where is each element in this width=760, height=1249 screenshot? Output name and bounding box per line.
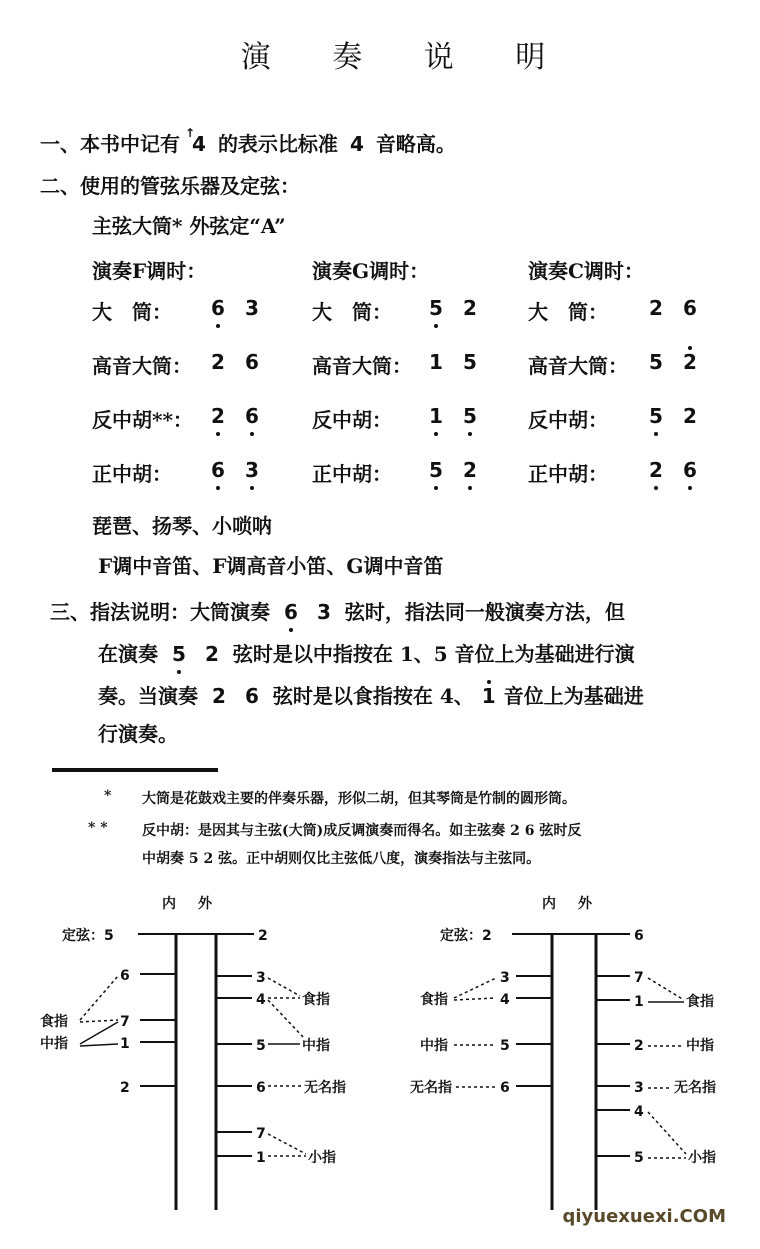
row2-g-values: 1 5 <box>429 350 477 374</box>
left-fingering-diagram <box>40 895 346 1210</box>
outer-note: 3 <box>256 970 266 986</box>
outer-note: 1 <box>634 994 644 1010</box>
row3-c-values: 5 2 <box>649 404 697 428</box>
others-line-1: 琵琶、扬琴、小唢呐 <box>92 514 272 538</box>
inner-note: 6 <box>500 1080 510 1096</box>
finger-label: 食指 <box>686 994 714 1010</box>
finger-label: 中指 <box>40 1036 68 1052</box>
outer-label: 外 <box>578 896 592 912</box>
page-title: 演 奏 说 明 <box>240 40 572 75</box>
finger-label: 中指 <box>686 1038 714 1054</box>
finger-label: 无名指 <box>674 1080 716 1096</box>
finger-label: 无名指 <box>304 1080 346 1096</box>
row4-g-values: 5 2 <box>429 458 477 482</box>
item-three-num: 3 <box>316 600 331 624</box>
outer-note: 1 <box>256 1150 266 1166</box>
row1-c-values: 2 6 <box>649 296 697 320</box>
item-three-num: 5 <box>172 642 186 666</box>
inner-note: 2 <box>120 1080 130 1096</box>
inner-label: 内 <box>542 896 556 912</box>
row1-g-values: 5 2 <box>429 296 477 320</box>
outer-note: 7 <box>256 1126 266 1142</box>
outer-note: 6 <box>256 1080 266 1096</box>
row4-f-values: 6 3 <box>211 458 259 482</box>
row1-g-name: 大 筒： <box>312 300 392 324</box>
item-two: 二、使用的管弦乐器及定弦： <box>40 174 300 198</box>
item-one-text-c: 音略高。 <box>375 132 456 156</box>
inner-note: 1 <box>120 1036 130 1052</box>
tuning-outer: 2 <box>258 928 268 944</box>
outer-note: 4 <box>634 1104 644 1120</box>
row2-c-name: 高音大筒： <box>528 354 628 378</box>
finger-label: 食指 <box>40 1014 68 1030</box>
row4-c-name: 正中胡： <box>528 462 608 486</box>
item-one-number: 4 ↑ <box>184 126 206 156</box>
header-c: 演奏C调时： <box>528 259 644 283</box>
footnote-divider <box>52 768 218 772</box>
item-three-text: 弦时是以食指按在 4、 <box>272 684 474 708</box>
right-fingering-diagram <box>410 895 716 1210</box>
row2-g-name: 高音大筒： <box>312 354 412 378</box>
item-one <box>40 128 456 157</box>
row4-c-values: 2 6 <box>649 458 697 482</box>
inner-note: 7 <box>120 1014 130 1030</box>
finger-label: 中指 <box>420 1038 448 1054</box>
tuning-label: 定弦：5 <box>62 928 114 944</box>
item-one-number-2: 4 <box>349 132 364 156</box>
footnote-2-line-2: 中胡奏 5 2 弦。正中胡则仅比主弦低八度，演奏指法与主弦同。 <box>142 851 541 867</box>
tuning-label: 定弦：2 <box>440 928 492 944</box>
row1-c-name: 大 筒： <box>528 300 608 324</box>
tuning-outer: 6 <box>634 928 644 944</box>
item-three-line-1 <box>50 596 625 625</box>
row3-c-name: 反中胡： <box>528 408 608 432</box>
item-three-text: 奏。当演奏 <box>98 684 198 708</box>
header-f: 演奏F调时： <box>92 259 207 283</box>
inner-note: 5 <box>500 1038 510 1054</box>
outer-note: 4 <box>256 992 266 1008</box>
item-one-text-a: 一、本书中记有 <box>40 132 180 156</box>
item-three-text: 弦时，指法同一般演奏方法，但 <box>344 600 625 624</box>
watermark: qiyuexuexi.COM <box>562 1206 726 1227</box>
header-g: 演奏G调时： <box>312 259 430 283</box>
row2-c-values: 5 2 <box>649 350 697 374</box>
item-three-line-3 <box>98 680 644 709</box>
item-three-text: 音位上为基础进 <box>503 684 644 708</box>
outer-note: 7 <box>634 970 644 986</box>
inner-note: 4 <box>500 992 510 1008</box>
item-three-text: 三、指法说明：大筒演奏 <box>50 600 270 624</box>
row1-f-values: 6 3 <box>211 296 259 320</box>
row4-g-name: 正中胡： <box>312 462 392 486</box>
item-three-text: 弦时是以中指按在 1、5 音位上为基础进行演 <box>232 642 635 666</box>
footnote-2-line-1: 反中胡：是因其与主弦(大筒)成反调演奏而得名。如主弦奏 2 6 弦时反 <box>142 823 582 839</box>
item-three-text: 在演奏 <box>98 642 158 666</box>
item-one-text-b: 的表示比标准 <box>217 132 338 156</box>
finger-label: 小指 <box>308 1150 336 1166</box>
item-three-line-4: 行演奏。 <box>98 722 178 746</box>
footnote-2-mark: * * <box>88 820 108 836</box>
fingering-diagrams <box>0 890 760 1220</box>
row2-f-values: 2 6 <box>211 350 259 374</box>
row3-g-values: 1 5 <box>429 404 477 428</box>
item-two-sub: 主弦大筒* 外弦定“A” <box>92 214 286 238</box>
item-three-num: 6 <box>244 684 259 708</box>
row4-f-name: 正中胡： <box>92 462 172 486</box>
row3-f-name: 反中胡**： <box>92 408 193 432</box>
row1-f-name: 大 筒： <box>92 300 172 324</box>
item-three-num: 6 <box>284 600 298 624</box>
footnote-1-mark: * <box>104 788 112 804</box>
footnote-1: 大筒是花鼓戏主要的伴奏乐器，形似二胡，但其琴筒是竹制的圆形筒。 <box>142 791 576 807</box>
finger-label: 小指 <box>688 1150 716 1166</box>
outer-note: 5 <box>634 1150 644 1166</box>
finger-label: 食指 <box>420 992 448 1008</box>
outer-label: 外 <box>198 896 212 912</box>
item-three-line-2 <box>98 638 635 667</box>
row2-f-name: 高音大筒： <box>92 354 192 378</box>
finger-label: 食指 <box>302 992 330 1008</box>
item-three-num: 2 <box>212 684 226 708</box>
inner-label: 内 <box>162 896 176 912</box>
others-line-2: F调中音笛、F调高音小笛、G调中音笛 <box>98 554 444 578</box>
inner-note: 6 <box>120 968 130 984</box>
inner-note: 3 <box>500 970 510 986</box>
finger-label: 无名指 <box>410 1080 452 1096</box>
item-three-num: 1 <box>481 684 496 708</box>
finger-label: 中指 <box>302 1038 330 1054</box>
row3-g-name: 反中胡： <box>312 408 392 432</box>
item-three-num: 2 <box>204 642 219 666</box>
row3-f-values: 2 6 <box>211 404 259 428</box>
outer-note: 2 <box>634 1038 644 1054</box>
outer-note: 3 <box>634 1080 644 1096</box>
outer-note: 5 <box>256 1038 266 1054</box>
